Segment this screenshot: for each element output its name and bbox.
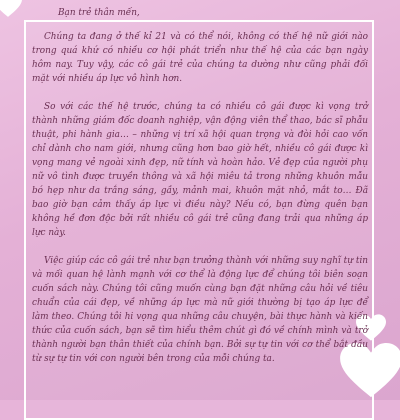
heart-icon: [0, 0, 22, 18]
letter-body: [32, 6, 368, 380]
letter-greeting: Bạn trẻ thân mến,: [58, 8, 140, 18]
letter-paragraph-1: Chúng ta đang ở thế kỉ 21 và có thể nói, không có thế hệ nữ giới nào trong quá khứ có nhiều cơ hội phát triển như thế hệ của các bạn ngày hôm nay. Tuy vậy, các cô gái trẻ của chúng ta dường như cũng phải đối mặt với nhiều áp lực vô hình hơn.: [32, 32, 368, 84]
letter-paragraph-2: So với các thế hệ trước, chúng ta có nhiều cô gái được kì vọng trở thành những giám đốc doanh nghiệp, vận động viên thể thao, bác sĩ phẫu thuật, phi hành gia… – những vị trí xã hội quan trọng và đòi hỏi cao vốn chỉ dành cho nam giới, nhưng cũng hơn bao giờ hết, nhiều cô gái được kì vọng mang vẻ ngoài xinh đẹp, nữ tính và hoàn hảo. Vẻ đẹp của người phụ nữ vô tình được truyền thông và xã hội miêu tả trong những khuôn mẫu bó hẹp như da trắng sáng, gầy, mảnh mai, khuôn mặt nhỏ, mắt to… Đã bao giờ bạn cảm thấy áp lực vì điều này? Nếu có, bạn đừng quên bạn không hề đơn độc bởi rất nhiều cô gái trẻ cũng đang trải qua những áp lực này.: [32, 102, 368, 238]
letter-paragraph-3: Việc giúp các cô gái trẻ như bạn trưởng thành với những suy nghĩ tự tin và mối quan hệ lành mạnh với cơ thể là động lực để chúng tôi biên soạn cuốn sách này. Chúng tôi cũng muốn cùng bạn đặt những câu hỏi về tiêu chuẩn của cái đẹp, về những áp lực mà nữ giới thường bị tạo áp lực để làm theo. Chúng tôi hi vọng qua những câu chuyện, bài thực hành và kiến thức của cuốn sách, bạn sẽ tìm hiểu thêm chút gì đó về chính mình và trở thành người bạn thân thiết của chính bạn. Bởi sự tự tin với cơ thể bắt đầu từ sự tự tin với con người bên trong của mỗi chúng ta.: [32, 256, 368, 364]
